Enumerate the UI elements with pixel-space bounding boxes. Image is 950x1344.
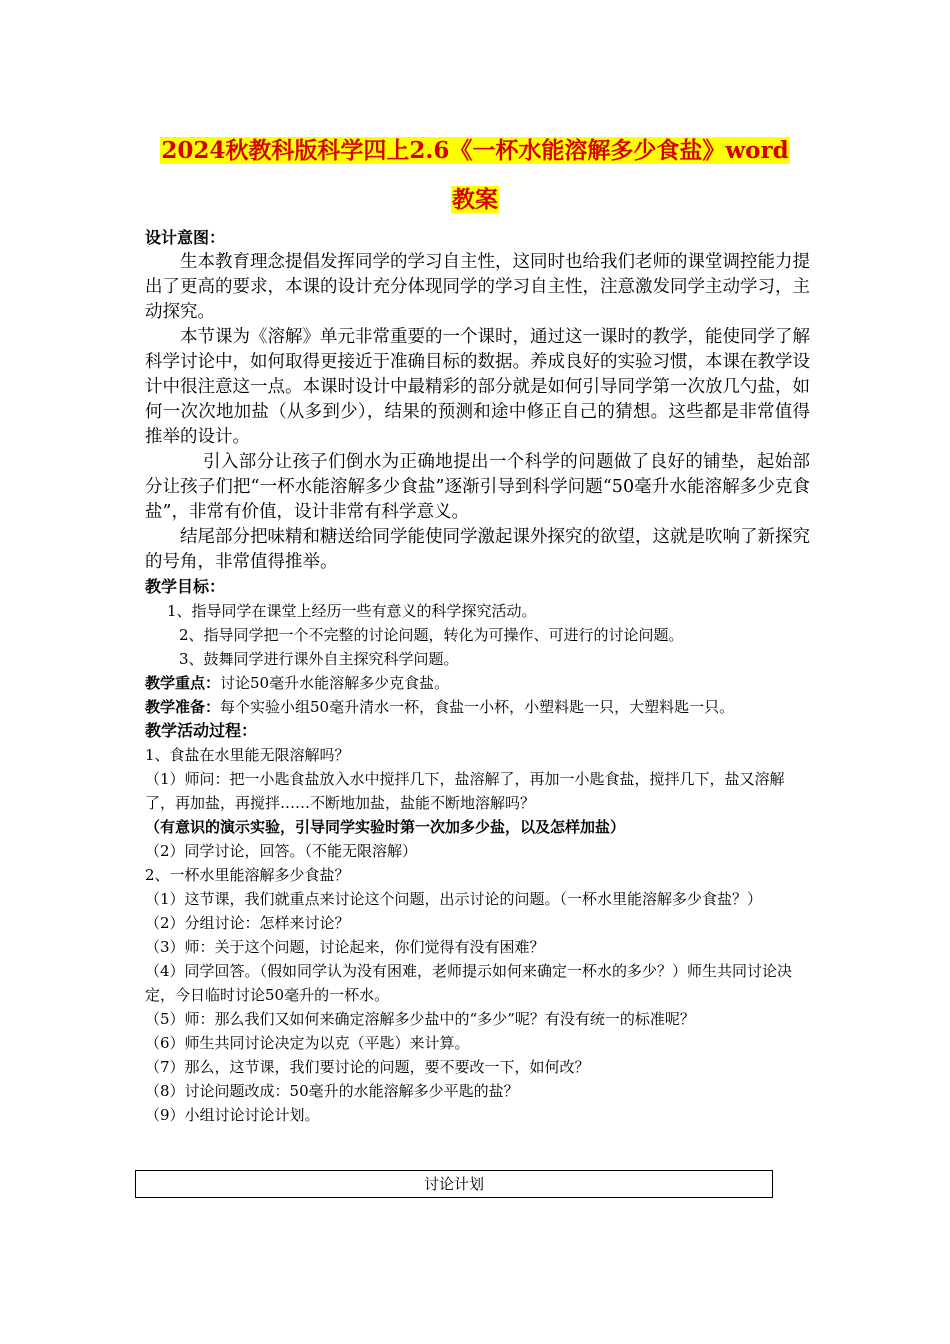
design-intent-paragraph: 生本教育理念提倡发挥同学的学习自主性，这同时也给我们老师的课堂调控能力提出了更高的要求，本课的设计充分体现同学的学习自主性，注意激发同学主动学习，主动探究。 xyxy=(145,252,810,322)
objective-item: 3、鼓舞同学进行课外自主探究科学问题。 xyxy=(179,650,459,668)
document-body xyxy=(145,226,810,1127)
objective-item: 1、指导同学在课堂上经历一些有意义的科学探究活动。 xyxy=(167,602,537,620)
process-line: （1）这节课，我们就重点来讨论这个问题，出示讨论的问题。（一杯水里能溶解多少食盐？） xyxy=(145,890,763,908)
process-line: 2、一杯水里能溶解多少食盐？ xyxy=(145,866,350,884)
teaching-preparation-text: 每个实验小组50毫升清水一杯，食盐一小杯，小塑料匙一只，大塑料匙一只。 xyxy=(220,698,735,716)
process-line: （7）那么，这节课，我们要讨论的问题，要不要改一下，如何改？ xyxy=(145,1058,590,1076)
process-line: （3）师：关于这个问题，讨论起来，你们觉得有没有困难？ xyxy=(145,938,545,956)
process-line: （2）分组讨论：怎样来讨论？ xyxy=(145,914,350,932)
teaching-focus xyxy=(145,671,810,695)
document-title-line-2: 教案 xyxy=(452,186,498,213)
design-intent-paragraph: 本节课为《溶解》单元非常重要的一个课时，通过这一课时的教学，能使同学了解科学讨论中，如何取得更接近于准确目标的数据。养成良好的实验习惯，本课在教学设计中很注意这一点。本课时设计中最精彩的部分就是如何引导同学第一次放几勺盐，如何一次次地加盐（从多到少），结果的预测和途中修正自己的猜想。这些都是非常值得推举的设计。 xyxy=(145,327,810,447)
process-line: （4）同学回答。（假如同学认为没有困难，老师提示如何来确定一杯水的多少？）师生共同讨论决定，今日临时讨论50毫升的一杯水。 xyxy=(145,962,793,1004)
process-note: （有意识的演示实验，引导同学实验时第一次加多少盐，以及怎样加盐） xyxy=(145,818,626,836)
design-intent-heading: 设计意图： xyxy=(145,228,226,247)
process-line: （5）师：那么我们又如何来确定溶解多少盐中的“多少”呢？有没有统一的标准呢？ xyxy=(145,1010,695,1028)
design-intent-paragraph: 结尾部分把味精和糖送给同学能使同学激起课外探究的欲望，这就是吹响了新探究的号角，非常值得推举。 xyxy=(145,527,810,572)
design-intent-paragraph: 引入部分让孩子们倒水为正确地提出一个科学的问题做了良好的铺垫，起始部分让孩子们把“一杯水能溶解多少食盐”逐渐引导到科学问题“50毫升水能溶解多少克食盐”，非常有价值，设计非常有科学意义。 xyxy=(145,452,810,522)
teaching-preparation xyxy=(145,695,810,719)
objective-item: 2、指导同学把一个不完整的讨论问题，转化为可操作、可进行的讨论问题。 xyxy=(179,626,684,644)
teaching-preparation-label: 教学准备： xyxy=(145,698,221,716)
teaching-focus-text: 讨论50毫升水能溶解多少克食盐。 xyxy=(220,674,450,692)
process-line: （8）讨论问题改成：50毫升的水能溶解多少平匙的盐？ xyxy=(145,1082,519,1100)
process-line: （9）小组讨论讨论计划。 xyxy=(145,1106,320,1124)
process-line: （1）师问：把一小匙食盐放入水中搅拌几下，盐溶解了，再加一小匙食盐，搅拌几下，盐又溶解了，再加盐，再搅拌……不断地加盐，盐能不断地溶解吗？ xyxy=(145,770,785,812)
objectives-heading: 教学目标： xyxy=(145,577,226,596)
process-heading: 教学活动过程： xyxy=(145,721,258,740)
document-title-line-1: 2024秋教科版科学四上2.6《一杯水能溶解多少食盐》word xyxy=(161,137,789,164)
process-line: 1、食盐在水里能无限溶解吗？ xyxy=(145,746,350,764)
process-line: （6）师生共同讨论决定为以克（平匙）来计算。 xyxy=(145,1034,470,1052)
process-line: （2）同学讨论，回答。（不能无限溶解） xyxy=(145,842,418,860)
discussion-plan-table-header: 讨论计划 xyxy=(135,1170,773,1198)
teaching-focus-label: 教学重点： xyxy=(145,674,221,692)
